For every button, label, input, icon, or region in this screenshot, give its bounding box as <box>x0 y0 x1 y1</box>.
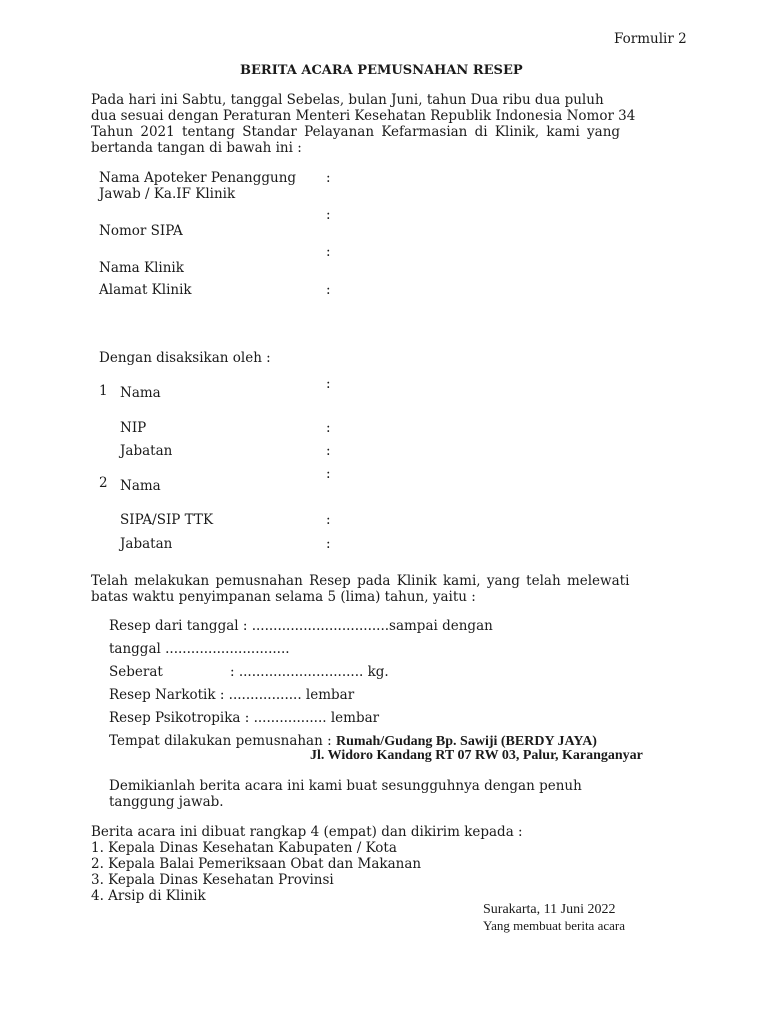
detail-tempat-value: Rumah/Gudang Bp. Sawiji (BERDY JAYA) <box>335 734 597 749</box>
intro-line: dua sesuai dengan Peraturan Menteri Kesehatan Republik Indonesia Nomor 34 <box>91 108 636 124</box>
witness-jabatan-label: Jabatan <box>120 443 173 459</box>
field-colon: : <box>326 536 331 552</box>
detail-seberat-value: : ............................. kg. <box>230 664 389 680</box>
witness-number: 2 <box>99 475 108 491</box>
field-colon: : <box>326 443 331 459</box>
witness-name-label: Nama <box>120 385 161 401</box>
detail-tempat-label: Tempat dilakukan pemusnahan : <box>109 733 332 749</box>
distribution-intro: Berita acara ini dibuat rangkap 4 (empat) dan dikirim kepada : <box>91 824 523 840</box>
field-colon: : <box>326 512 331 528</box>
field-colon: : <box>326 207 331 223</box>
field-colon: : <box>326 466 331 482</box>
form-label: Formulir 2 <box>614 31 687 47</box>
witness-name-label: Nama <box>120 478 161 494</box>
detail-tanggal: tanggal ............................. <box>109 641 290 657</box>
field-colon: : <box>326 170 331 186</box>
distribution-item: 1. Kepala Dinas Kesehatan Kabupaten / Kota <box>91 840 397 856</box>
distribution-item: 2. Kepala Balai Pemeriksaan Obat dan Makanan <box>91 856 422 872</box>
closing-line: tanggung jawab. <box>109 794 224 810</box>
witness-jabatan-label: Jabatan <box>120 536 173 552</box>
intro-line: Tahun 2021 tentang Standar Pelayanan Kefarmasian di Klinik, kami yang <box>91 124 621 140</box>
closing-line: Demikianlah berita acara ini kami buat sesungguhnya dengan penuh <box>109 778 582 794</box>
signature-maker: Yang membuat berita acara <box>483 918 625 933</box>
action-line: batas waktu penyimpanan selama 5 (lima) tahun, yaitu : <box>91 589 476 605</box>
field-label-klinik: Nama Klinik <box>99 260 184 276</box>
field-label-sipa: Nomor SIPA <box>99 223 183 239</box>
witness-intro: Dengan disaksikan oleh : <box>99 350 271 366</box>
field-label-apoteker: Nama Apoteker Penanggung <box>99 170 297 186</box>
witness-number: 1 <box>99 383 108 399</box>
detail-psikotropika: Resep Psikotropika : ................. lembar <box>109 710 380 726</box>
witness-sipa-label: SIPA/SIP TTK <box>120 512 214 528</box>
field-label-apoteker-cont: Jawab / Ka.IF Klinik <box>99 186 236 202</box>
field-colon: : <box>326 420 331 436</box>
action-line: Telah melakukan pemusnahan Resep pada Klinik kami, yang telah melewati <box>91 573 630 589</box>
distribution-item: 3. Kepala Dinas Kesehatan Provinsi <box>91 872 334 888</box>
field-label-alamat: Alamat Klinik <box>99 282 192 298</box>
intro-line: bertanda tangan di bawah ini : <box>91 140 302 156</box>
detail-resep-dari: Resep dari tanggal : ................................sampai dengan <box>109 618 493 634</box>
detail-seberat-label: Seberat <box>109 664 163 680</box>
field-colon: : <box>326 244 331 260</box>
detail-tempat-address: Jl. Widoro Kandang RT 07 RW 03, Palur, Karanganyar <box>310 748 643 763</box>
witness-nip-label: NIP <box>120 420 147 436</box>
detail-narkotik: Resep Narkotik : ................. lembar <box>109 687 355 703</box>
field-colon: : <box>326 282 331 298</box>
intro-line: Pada hari ini Sabtu, tanggal Sebelas, bulan Juni, tahun Dua ribu dua puluh <box>91 92 604 108</box>
distribution-item: 4. Arsip di Klinik <box>91 888 206 904</box>
field-colon: : <box>326 376 331 392</box>
signature-place-date: Surakarta, 11 Juni 2022 <box>483 902 616 917</box>
document-title: BERITA ACARA PEMUSNAHAN RESEP <box>240 63 523 78</box>
